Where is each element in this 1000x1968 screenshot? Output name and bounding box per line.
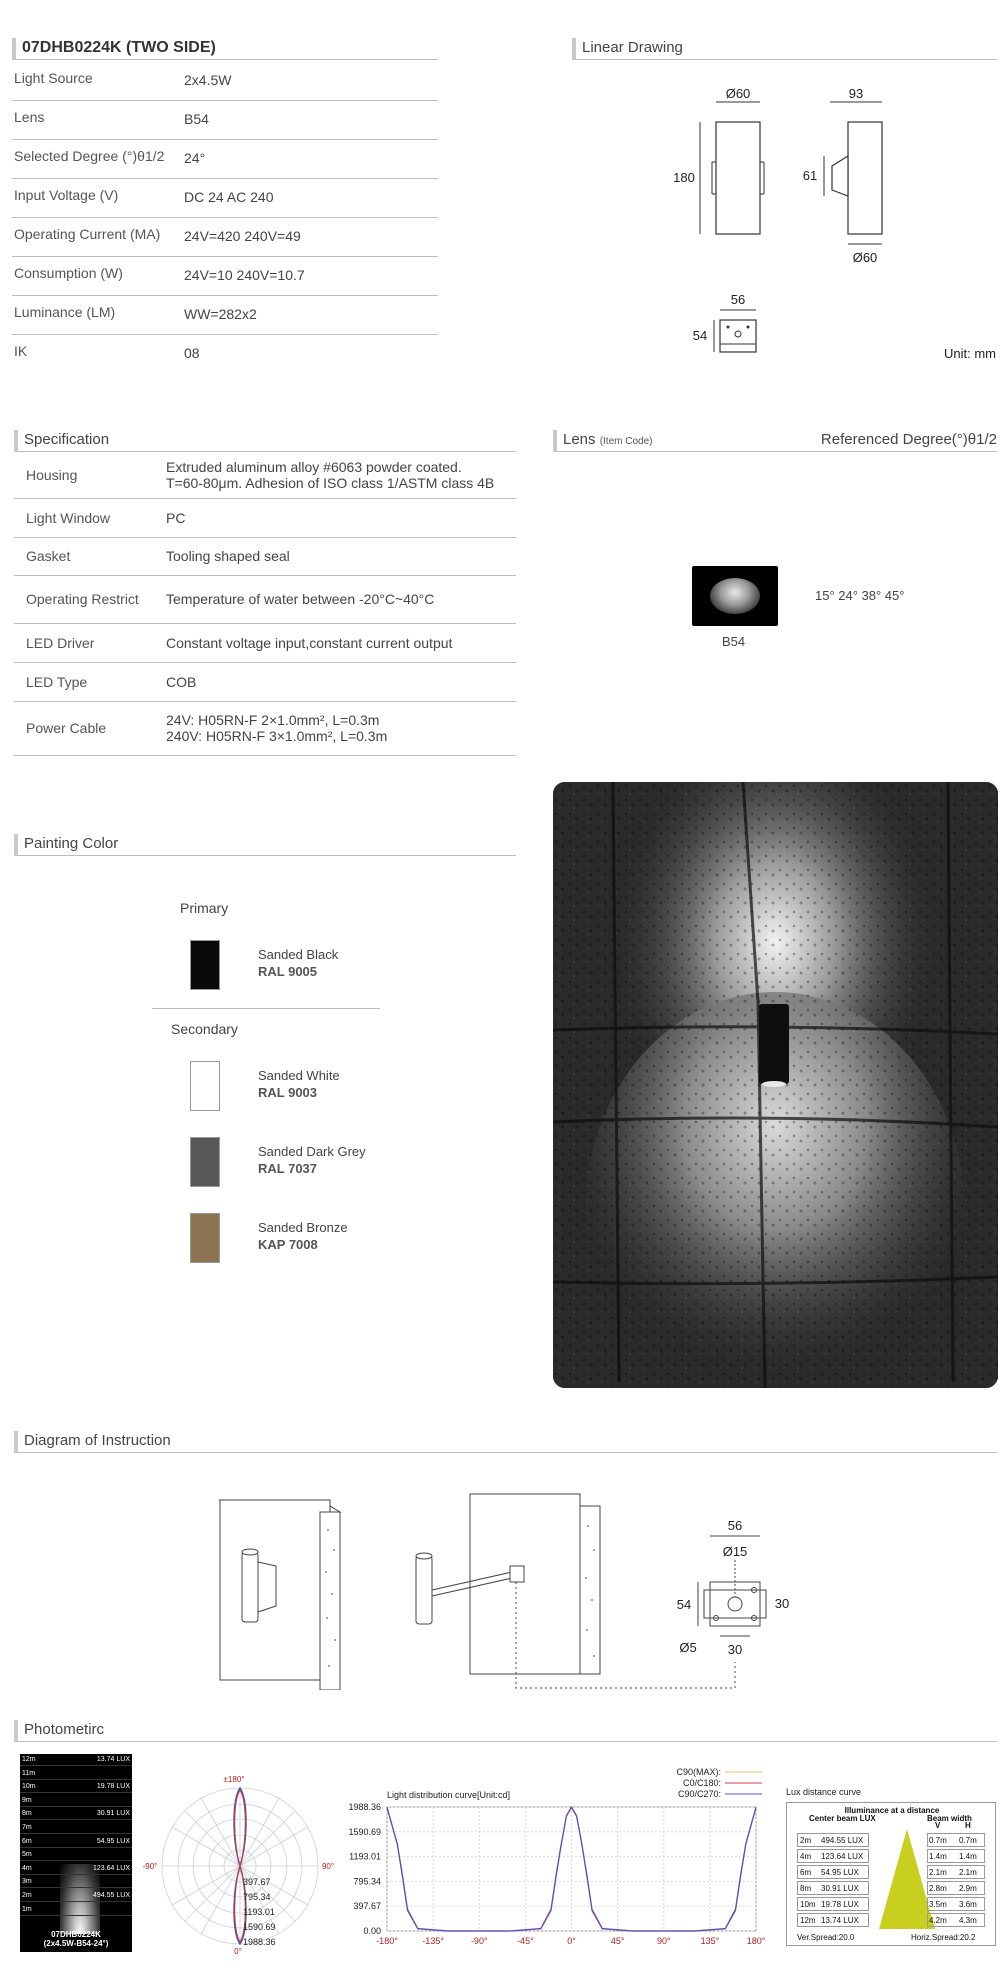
dist-x-tick: -90° <box>470 1936 488 1946</box>
product-row-value: DC 24 AC 240 <box>184 189 274 205</box>
product-row-value: B54 <box>184 111 209 127</box>
dist-x-tick: 45° <box>610 1936 625 1946</box>
spec-row-label: Gasket <box>26 548 71 564</box>
spec-row-value: COB <box>166 674 197 690</box>
lux-col-beam: Beam width <box>927 1814 972 1823</box>
dist-x-tick: 0° <box>567 1936 576 1946</box>
lux-row-v: 4.2m <box>929 1916 947 1925</box>
spec-row-value: Extruded aluminum alloy #6063 powder coated. <box>166 459 462 475</box>
lens-image <box>692 566 778 626</box>
product-row <box>12 140 438 179</box>
dist-x-tick: 90° <box>656 1936 671 1946</box>
product-row-label: IK <box>14 343 28 359</box>
product-title-bar <box>12 38 438 60</box>
dist-y-tick: 0.00 <box>363 1926 381 1936</box>
color-name-block <box>258 946 338 980</box>
inst-dim-bottom: 30 <box>727 1642 743 1657</box>
polar-top-label: ±180° <box>223 1775 245 1784</box>
lux-hor-spread: Horiz.Spread:20.2 <box>911 1933 976 1942</box>
dist-y-tick: 1988.36 <box>348 1802 381 1812</box>
lux-strip-distance: 2m <box>22 1892 32 1899</box>
lux-strip-tick <box>20 1806 132 1807</box>
lux-row-h: 2.1m <box>959 1868 977 1877</box>
product-row-value: 08 <box>184 345 200 361</box>
product-row-value: WW=282x2 <box>184 306 257 322</box>
product-row-label: Light Source <box>14 70 93 86</box>
lux-strip-value: 30.91 LUX <box>96 1810 130 1818</box>
dim-side-bottom: Ø60 <box>852 250 878 265</box>
spec-row <box>14 499 516 538</box>
spec-row-label: LED Type <box>26 674 88 690</box>
product-row-label: Operating Current (MA) <box>14 226 161 242</box>
lux-strip-distance: 12m <box>22 1756 36 1763</box>
light-distribution-chart <box>342 1762 772 1962</box>
spec-row-value: T=60-80μm. Adhesion of ISO class 1/ASTM class 4B <box>166 475 495 491</box>
dist-y-tick: 795.34 <box>353 1876 381 1887</box>
color-name: Sanded Dark Grey <box>258 1144 366 1159</box>
lux-strip-tick <box>20 1779 132 1780</box>
spec-row <box>14 452 516 499</box>
color-code: RAL 9005 <box>258 964 318 979</box>
spec-row-value: Temperature of water between -20°C~40°C <box>166 591 435 607</box>
lux-row-lux: 30.91 LUX <box>821 1884 859 1893</box>
product-row-value: 24V=420 240V=49 <box>184 228 301 244</box>
dim-box-height: 54 <box>692 328 708 343</box>
color-code: RAL 7037 <box>258 1161 318 1176</box>
lux-row-v: 0.7m <box>929 1836 947 1845</box>
inst-dim-h: 54 <box>676 1597 692 1612</box>
linear-drawing-title: Linear Drawing <box>582 39 683 56</box>
primary-label: Primary <box>180 900 229 916</box>
installation-photo <box>553 782 998 1388</box>
dist-x-tick: 180° <box>746 1936 766 1946</box>
painting-color-title: Painting Color <box>24 835 119 852</box>
spec-row-value: 240V: H05RN-F 3×1.0mm², L=0.3m <box>166 728 388 744</box>
instruction-header <box>14 1431 997 1453</box>
lux-strip-tick <box>20 1792 132 1793</box>
spec-row-label: LED Driver <box>26 635 95 651</box>
color-swatch <box>190 1213 220 1263</box>
lux-col-center: Center beam LUX <box>809 1814 876 1823</box>
lux-ver-spread: Ver.Spread:20.0 <box>797 1933 855 1942</box>
color-name: Sanded Black <box>258 947 339 962</box>
lux-strip-tick <box>20 1915 132 1916</box>
lux-strip-distance: 9m <box>22 1796 32 1804</box>
color-code: KAP 7008 <box>258 1237 318 1252</box>
color-code: RAL 9003 <box>258 1085 318 1100</box>
lens-optic <box>710 578 760 614</box>
legend-c0c180: C0/C180: <box>682 1778 721 1788</box>
dist-y-tick: 1193.01 <box>349 1851 381 1862</box>
product-row-value: 24V=10 240V=10.7 <box>184 267 305 283</box>
lux-strip-distance: 8m <box>22 1810 32 1818</box>
lux-row-v: 1.4m <box>929 1852 947 1861</box>
dist-x-tick: -45° <box>517 1936 534 1946</box>
color-swatch <box>190 1137 220 1187</box>
linear-drawing-header <box>572 38 997 60</box>
spec-row <box>14 576 516 624</box>
lux-strip-value: 123.64 LUX <box>93 1864 130 1872</box>
product-row <box>12 179 438 218</box>
legend-c90c270: C90/C270: <box>677 1789 721 1799</box>
color-name-block <box>258 1067 340 1101</box>
product-row <box>12 257 438 296</box>
painting-color-header <box>14 834 516 856</box>
unit-label: Unit: mm <box>944 346 996 361</box>
product-row <box>12 62 438 101</box>
lux-row-distance: 2m <box>800 1836 812 1845</box>
linear-drawing-figure <box>660 86 920 362</box>
lux-strip-value: 13.74 LUX <box>96 1756 130 1763</box>
product-row-label: Selected Degree (°)θ1/2 <box>14 148 165 164</box>
instruction-title: Diagram of Instruction <box>24 1432 171 1449</box>
lens-title: Lens <box>563 431 596 448</box>
dim-front-width: Ø60 <box>725 86 751 101</box>
inst-dim-hole: Ø15 <box>722 1544 748 1559</box>
lux-caption-2: (2x4.5W-B54-24°) <box>43 1939 109 1948</box>
lens-degrees: 15° 24° 38° 45° <box>815 588 905 603</box>
lux-distance-heading: Illuminance at a distance <box>844 1806 940 1815</box>
lux-strip-distance: 10m <box>22 1783 36 1791</box>
lux-strip-value: 54.95 LUX <box>96 1837 130 1845</box>
dim-front-height: 180 <box>673 170 695 185</box>
polar-left-label: -90° <box>142 1862 158 1871</box>
lux-strip-value: 494.55 LUX <box>93 1892 130 1899</box>
product-title: 07DHB0224K (TWO SIDE) <box>22 39 216 56</box>
polar-chart <box>142 1770 342 1954</box>
photometric-title: Photometirc <box>24 1721 105 1738</box>
spec-row-value: Tooling shaped seal <box>166 548 290 564</box>
dim-side-mid: 61 <box>802 168 818 183</box>
dist-x-tick: -180° <box>376 1936 398 1946</box>
lux-caption-1: 07DHB0224K <box>51 1930 101 1939</box>
spec-row-value: Constant voltage input,constant current output <box>166 635 453 651</box>
inst-dim-w: 56 <box>727 1518 743 1533</box>
lens-code: B54 <box>722 634 746 649</box>
lux-row-v: 3.5m <box>929 1900 947 1909</box>
lux-row-lux: 54.95 LUX <box>821 1868 859 1877</box>
product-row <box>12 296 438 335</box>
lux-distance-panel <box>786 1802 996 1946</box>
lux-strip-tick <box>20 1874 132 1875</box>
color-name-block <box>258 1143 366 1177</box>
color-swatch <box>190 940 220 990</box>
polar-bottom-label: 0° <box>234 1947 242 1954</box>
color-name: Sanded Bronze <box>258 1220 348 1235</box>
instruction-figure <box>210 1490 810 1690</box>
spec-row <box>14 663 516 702</box>
polar-ring-5: 1988.36 <box>243 1937 276 1947</box>
lux-row-lux: 494.55 LUX <box>821 1836 864 1845</box>
lux-col-v: V <box>935 1821 941 1830</box>
inst-dim-screw: Ø5 <box>679 1640 697 1655</box>
lux-row-distance: 10m <box>800 1900 816 1909</box>
inst-dim-right: 30 <box>774 1596 790 1611</box>
lux-strip-tick <box>20 1833 132 1834</box>
lux-strip-value: 19.78 LUX <box>96 1783 130 1791</box>
product-row-label: Luminance (LM) <box>14 304 116 320</box>
lux-row-v: 2.8m <box>929 1884 947 1893</box>
polar-ring-4: 1590.69 <box>243 1922 276 1932</box>
lens-ref-degree-label: Referenced Degree(°)θ1/2 <box>820 431 997 448</box>
product-row <box>12 335 438 374</box>
spec-row-label: Operating Restrict <box>26 591 139 607</box>
lux-strip-distance: 1m <box>22 1905 32 1913</box>
product-row <box>12 218 438 257</box>
lux-strip-distance: 3m <box>22 1878 32 1886</box>
polar-ring-3: 1193.01 <box>243 1907 275 1917</box>
lux-strip <box>20 1754 132 1952</box>
product-row-label: Consumption (W) <box>14 265 123 281</box>
primary-divider <box>152 1008 380 1009</box>
spec-row-value: 24V: H05RN-F 2×1.0mm², L=0.3m <box>166 712 380 728</box>
lux-strip-distance: 5m <box>22 1851 32 1859</box>
polar-ring-1: 397.67 <box>243 1877 271 1887</box>
photometric-header <box>14 1720 997 1742</box>
product-row-label: Lens <box>14 109 45 125</box>
lens-item-code-label: (Item Code) <box>599 436 653 447</box>
lens-header <box>553 430 997 452</box>
dim-side-depth: 93 <box>848 86 864 101</box>
dist-y-tick: 1590.69 <box>348 1826 381 1837</box>
color-name-block <box>258 1219 348 1253</box>
lux-row-h: 1.4m <box>959 1852 977 1861</box>
lux-row-distance: 8m <box>800 1884 812 1893</box>
lux-strip-distance: 7m <box>22 1824 32 1831</box>
dist-chart-title: Light distribution curve[Unit:cd] <box>387 1790 511 1800</box>
spec-row <box>14 702 516 756</box>
lux-row-h: 0.7m <box>959 1836 977 1845</box>
spec-row-label: Light Window <box>26 510 111 526</box>
lux-row-v: 2.1m <box>929 1868 947 1877</box>
dim-box-width: 56 <box>730 292 746 307</box>
lux-row-distance: 4m <box>800 1852 812 1861</box>
lux-strip-distance: 11m <box>22 1769 36 1777</box>
color-swatch <box>190 1061 220 1111</box>
spec-row-value: PC <box>166 510 186 526</box>
lux-row-h: 2.9m <box>959 1884 977 1893</box>
spec-row <box>14 624 516 663</box>
product-row-value: 2x4.5W <box>184 72 232 88</box>
lux-strip-tick <box>20 1901 132 1902</box>
lux-row-lux: 13.74 LUX <box>821 1916 859 1925</box>
lux-strip-distance: 6m <box>22 1837 32 1845</box>
lux-strip-tick <box>20 1765 132 1766</box>
dist-x-tick: 135° <box>700 1936 720 1946</box>
product-row <box>12 101 438 140</box>
legend-c90max: C90(MAX): <box>676 1767 721 1777</box>
spec-row-label: Power Cable <box>26 720 107 736</box>
polar-ring-2: 795.34 <box>243 1892 271 1902</box>
product-row-value: 24° <box>184 150 206 166</box>
lux-row-distance: 6m <box>800 1868 812 1877</box>
specification-title: Specification <box>24 431 110 448</box>
product-row-label: Input Voltage (V) <box>14 187 119 203</box>
specification-header <box>14 430 516 452</box>
lux-row-lux: 123.64 LUX <box>821 1852 864 1861</box>
lux-strip-distance: 4m <box>22 1864 32 1872</box>
lux-strip-tick <box>20 1847 132 1848</box>
lux-strip-tick <box>20 1819 132 1820</box>
spec-row <box>14 538 516 576</box>
lux-strip-tick <box>20 1860 132 1861</box>
lux-col-h: H <box>965 1821 971 1830</box>
polar-right-label: 90° <box>321 1862 335 1871</box>
lux-row-distance: 12m <box>800 1916 816 1925</box>
color-name: Sanded White <box>258 1068 340 1083</box>
lux-row-lux: 19.78 LUX <box>821 1900 859 1909</box>
lux-row-h: 4.3m <box>959 1916 977 1925</box>
dist-y-tick: 397.67 <box>353 1901 381 1912</box>
lux-row-h: 3.6m <box>959 1900 977 1909</box>
lux-distance-title: Lux distance curve <box>786 1787 862 1797</box>
spec-row-label: Housing <box>26 467 78 483</box>
dist-x-tick: -135° <box>422 1936 444 1946</box>
lux-strip-tick <box>20 1887 132 1888</box>
secondary-label: Secondary <box>171 1021 238 1037</box>
